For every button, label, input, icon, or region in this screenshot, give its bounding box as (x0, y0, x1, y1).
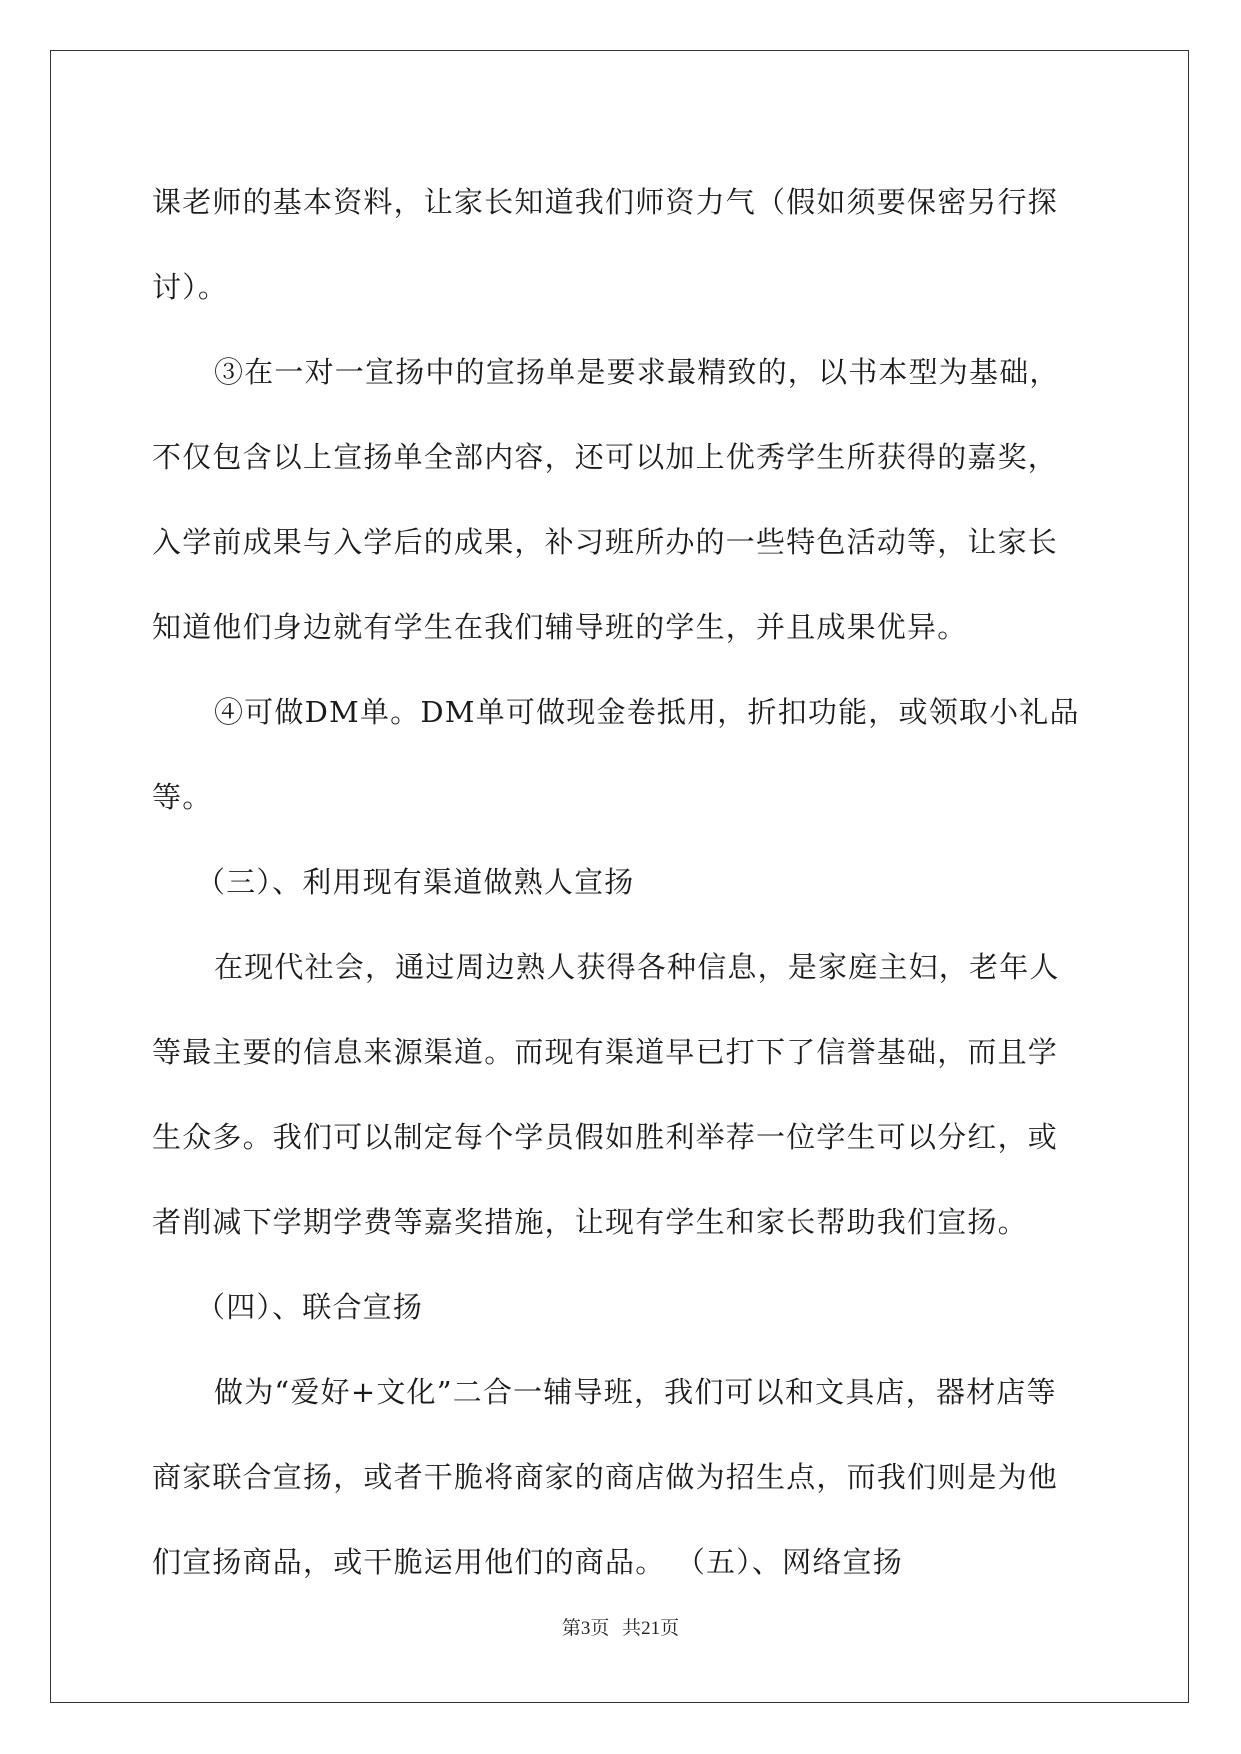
page-total: 共21页 (622, 1618, 680, 1639)
section-heading: （四）、联合宣扬 (196, 1290, 424, 1324)
text-line: 等最主要的信息来源渠道。而现有渠道早已打下了信誉基础，而且学 (152, 1035, 1059, 1069)
text-line: 们宣扬商品，或干脆运用他们的商品。 （五）、网络宣扬 (152, 1545, 903, 1579)
text-line: 者削减下学期学费等嘉奖措施，让现有学生和家长帮助我们宣扬。 (152, 1205, 1028, 1239)
paragraph-first-line: 在现代社会，通过周边熟人获得各种信息，是家庭主妇，老年人 (214, 950, 1060, 984)
paragraph-first-line: ③在一对一宣扬中的宣扬单是要求最精致的，以书本型为基础， (214, 355, 1060, 389)
text-line: 入学前成果与入学后的成果，补习班所办的一些特色活动等，让家长 (152, 525, 1059, 559)
text-line: 商家联合宣扬，或者干脆将商家的商店做为招生点，而我们则是为他 (152, 1460, 1059, 1494)
section-heading: （三）、利用现有渠道做熟人宣扬 (196, 865, 635, 899)
text-line: 不仅包含以上宣扬单全部内容，还可以加上优秀学生所获得的嘉奖， (152, 440, 1059, 474)
page-footer (0, 1613, 1241, 1640)
text-line: 知道他们身边就有学生在我们辅导班的学生，并且成果优异。 (152, 610, 968, 644)
text-line: 课老师的基本资料，让家长知道我们师资力气（假如须要保密另行探 (152, 185, 1059, 219)
paragraph-first-line: ④可做DM单。DM单可做现金卷抵用，折扣功能，或领取小礼品 (214, 695, 1080, 729)
paragraph-first-line: 做为“爱好+文化”二合一辅导班，我们可以和文具店，器材店等 (214, 1375, 1057, 1409)
document-body (152, 160, 1092, 1605)
text-line: 生众多。我们可以制定每个学员假如胜利举荐一位学生可以分红，或 (152, 1120, 1059, 1154)
text-line: 等。 (152, 780, 213, 814)
page-number: 第3页 (561, 1618, 610, 1639)
text-line: 讨）。 (152, 270, 229, 304)
